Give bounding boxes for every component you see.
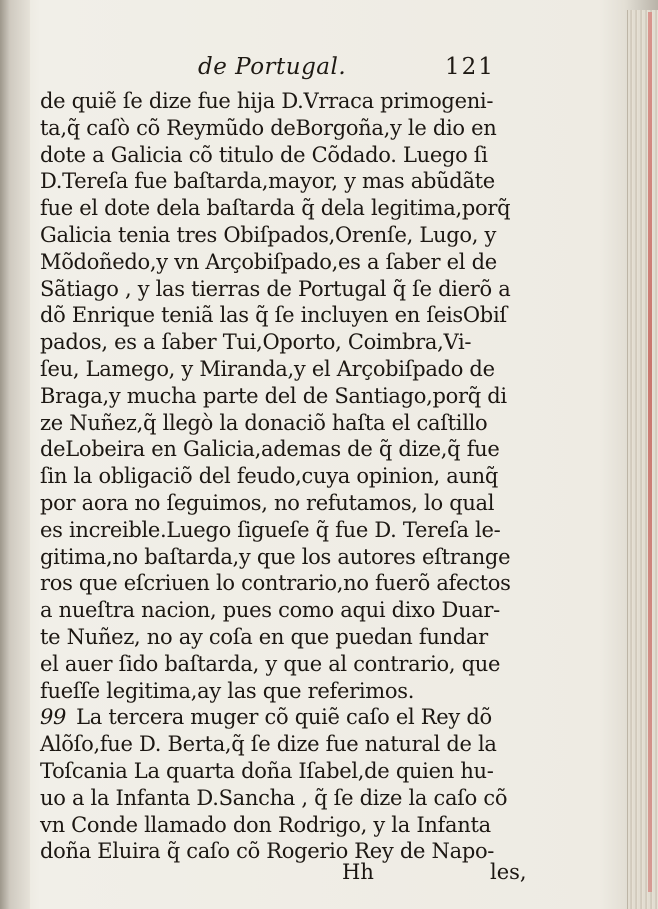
page-number: 121 (445, 54, 495, 80)
text-line: ze Nuñez,q̃ llegò la donaciõ haſta el caſtillo (40, 410, 488, 435)
text-line: ſeu, Lamego, y Miranda,y el Arçobiſpado de (40, 356, 495, 381)
left-page-edge (0, 0, 30, 909)
text-line: ta,q̃ caſò cõ Reymũdo deBorgoña,y le dio en (40, 115, 497, 140)
text-line: ſin la obligaciõ del feudo,cuya opinion, aunq̃ (40, 464, 499, 489)
page-footer (40, 856, 600, 890)
running-head: de Portugal. (198, 54, 347, 80)
paragraph-number: 99 (40, 705, 67, 730)
text-line: fue el dote dela baſtarda q̃ dela legitima,porq̃ (40, 196, 511, 221)
red-page-edge (648, 12, 652, 892)
text-line: dote a Galicia cõ titulo de Cõdado. Luego ſi (40, 142, 488, 167)
text-line: Toſcania La quarta doña Iſabel,de quien hu- (40, 758, 494, 783)
text-line: ros que eſcriuen lo contrario,no fuerõ afectos (40, 571, 511, 596)
body-text (40, 88, 600, 865)
text-line: Alõſo,fue D. Berta,q̃ ſe dize fue natural de la (40, 732, 497, 757)
text-line: La tercera muger cõ quiẽ caſo el Rey dõ (76, 705, 492, 730)
text-line: Galicia tenia tres Obiſpados,Orenſe, Lugo, y (40, 222, 497, 247)
text-line: pados, es a ſaber Tui,Oporto, Coimbra,Vi- (40, 330, 472, 355)
text-line: Sãtiago , y las tierras de Portugal q̃ ſe dierõ a (40, 276, 511, 301)
text-line: de quiẽ ſe dize fue hija D.Vrraca primogeni- (40, 89, 494, 113)
text-line: deLobeira en Galicia,ademas de q̃ dize,q̃ fue (40, 437, 500, 462)
page-header (40, 52, 592, 86)
text-line: el auer ſido baſtarda, y que al contrario, que (40, 651, 501, 676)
text-line: por aora no ſeguimos, no refutamos, lo qual (40, 490, 495, 515)
text-line: gitima,no baſtarda,y que los autores eſtrange (40, 544, 511, 569)
text-line: te Nuñez, no ay coſa en que puedan fundar (40, 624, 488, 649)
text-line: dõ Enrique teniã las q̃ ſe incluyen en ſeisObiſ (40, 303, 507, 328)
text-line: es increible.Luego ſiguеſe q̃ fue D. Tereſa le- (40, 517, 501, 542)
page-stack-edge (627, 10, 658, 909)
text-line: uo a la Infanta D.Sancha , q̃ ſe dize la caſo cõ (40, 785, 508, 810)
signature-mark: Hh (342, 860, 374, 884)
text-line: doña Eluira q̃ caſo cõ Rogerio Rey de Napo- (40, 839, 495, 864)
text-line: Braga,y mucha parte del de Santiago,porq̃ di (40, 383, 507, 408)
text-line: vn Conde llamado don Rodrigo, y la Infanta (40, 812, 491, 837)
catchword: les, (490, 860, 527, 884)
paragraph-99-first-line (40, 704, 600, 731)
text-line: Mõdoñedo,y vn Arçobiſpado,es a ſaber el de (40, 249, 497, 274)
text-line: a nueſtra nacion, pues como aqui dixo Duar- (40, 598, 500, 623)
text-line: fueſſe legitima,ay las que referimos. (40, 678, 415, 703)
text-line: D.Tereſa fue baſtarda,mayor, y mas abũdãte (40, 169, 495, 194)
